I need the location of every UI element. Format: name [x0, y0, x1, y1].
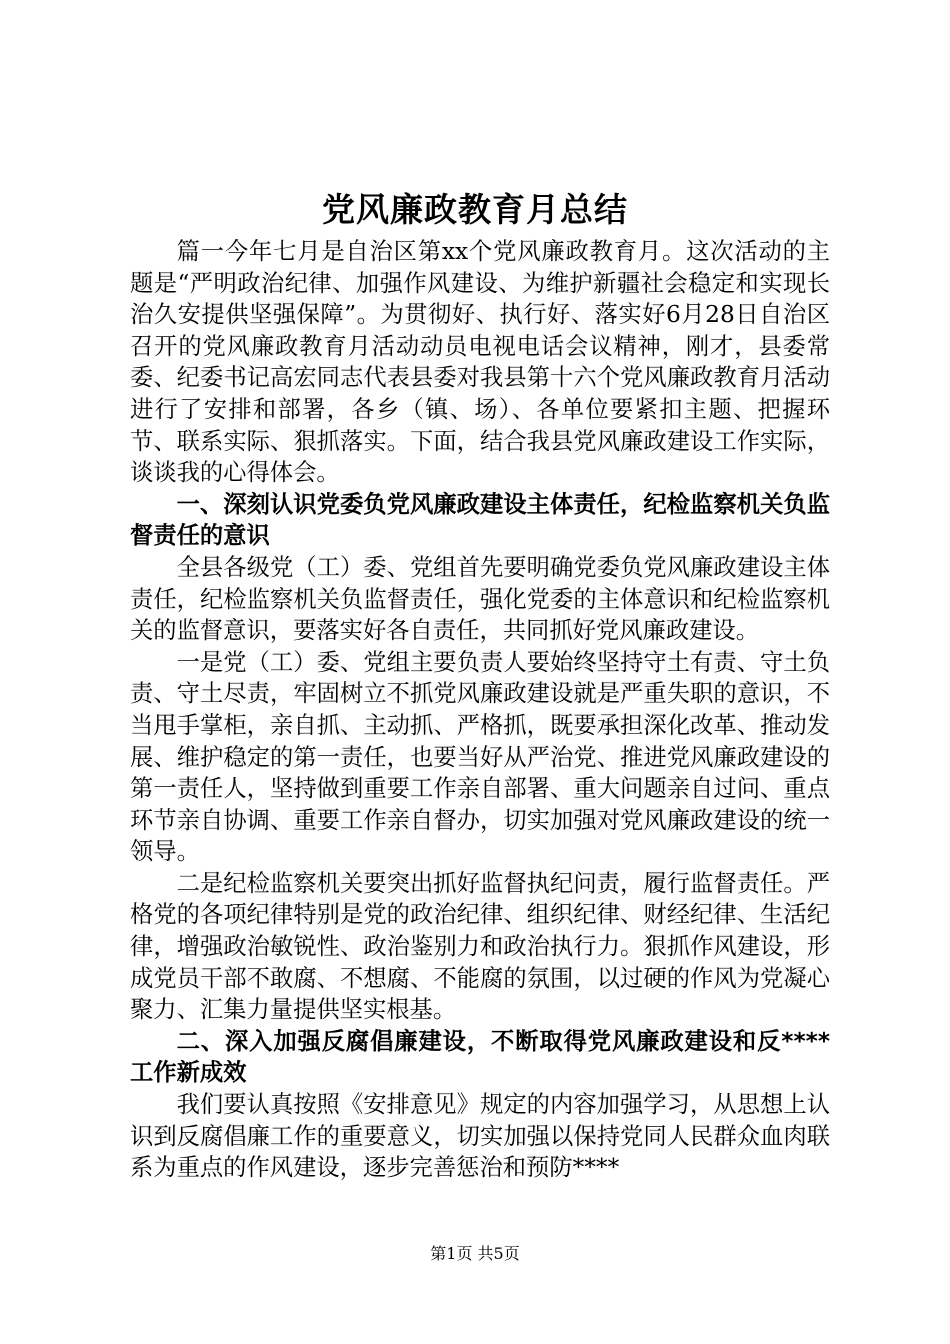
page-title: 党风廉政教育月总结: [322, 190, 628, 229]
paragraph: 全县各级党（工）委、党组首先要明确党委负党风廉政建设主体责任，纪检监察机关负监督责任，强化党委的主体意识和纪检监察机关的监督意识，要落实好各自责任，共同抓好党风廉政建设。: [130, 553, 830, 645]
section-heading-1: 一、深刻认识党委负党风廉政建设主体责任，纪检监察机关负监督责任的意识: [130, 490, 830, 550]
page-footer: 第1页 共5页: [430, 1244, 520, 1263]
paragraph: 二是纪检监察机关要突出抓好监督执纪问责，履行监督责任。严格党的各项纪律特别是党的政治纪律、组织纪律、财经纪律、生活纪律，增强政治敏锐性、政治鉴别力和政治执行力。狠抓作风建设，形成党员干部不敢腐、不想腐、不能腐的氛围，以过硬的作风为党凝心聚力、汇集力量提供坚实根基。: [130, 869, 830, 1024]
paragraph-intro: 篇一今年七月是自治区第xx个党风廉政教育月。这次活动的主题是“严明政治纪律、加强作风建设、为维护新疆社会稳定和实现长治久安提供坚强保障”。为贯彻好、执行好、落实好6月28日自治区召开的党风廉政教育月活动动员电视电话会议精神，刚才，县委常委、纪委书记高宏同志代表县委对我县第十六个党风廉政教育月活动进行了安排和部署，各乡（镇、场）、各单位要紧扣主题、把握环节、联系实际、狠抓落实。下面，结合我县党风廉政建设工作实际，谈谈我的心得体会。: [130, 238, 830, 487]
document-body: [130, 236, 830, 1184]
paragraph: 我们要认真按照《安排意见》规定的内容加强学习，从思想上认识到反腐倡廉工作的重要意义，切实加强以保持党同人民群众血肉联系为重点的作风建设，逐步完善惩治和预防****: [130, 1091, 830, 1182]
section-heading-2: 二、深入加强反腐倡廉建设，不断取得党风廉政建设和反****工作新成效: [130, 1027, 830, 1087]
paragraph: 一是党（工）委、党组主要负责人要始终坚持守土有责、守土负责、守土尽责，牢固树立不抓党风廉政建设就是严重失职的意识，不当甩手掌柜，亲自抓、主动抓、严格抓，既要承担深化改革、推动发展、维护稳定的第一责任，也要当好从严治党、推进党风廉政建设的第一责任人，坚持做到重要工作亲自部署、重大问题亲自过问、重点环节亲自协调、重要工作亲自督办，切实加强对党风廉政建设的统一领导。: [130, 648, 830, 866]
